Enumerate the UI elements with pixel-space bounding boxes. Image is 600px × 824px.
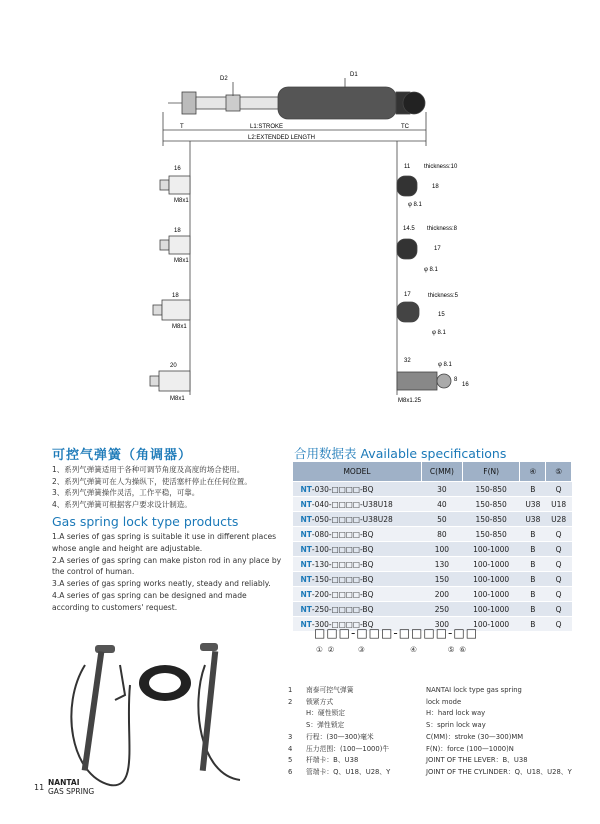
cell-c: 130 (422, 557, 463, 572)
end3-height: 15 (438, 312, 445, 318)
label-l2: L2:EXTENDED LENGTH (248, 135, 316, 141)
label-d1: D1 (350, 72, 358, 78)
end1-hole: φ 8.1 (408, 202, 422, 208)
legend-en: NANTAI lock type gas spring (426, 686, 522, 694)
cell-5: Q (546, 557, 572, 572)
legend-cn: 管端卡：Q、U18、U28、Y (306, 767, 391, 776)
dim-18a: 18 (174, 228, 181, 234)
cylinder-end-eye (403, 92, 425, 114)
cell-c: 250 (422, 602, 463, 617)
spec-row (293, 602, 572, 617)
end4-a: 8 (454, 377, 458, 383)
cn-list (52, 464, 282, 510)
spec-table (292, 461, 572, 632)
cell-model (293, 527, 422, 542)
col-5: ⑤ (546, 462, 572, 482)
end2-hole: φ 8.1 (424, 267, 438, 273)
cell-5: U28 (546, 512, 572, 527)
end1-width: 11 (404, 164, 411, 170)
model-code: -030-□□□□-BQ (311, 484, 374, 494)
cell-4: B (520, 482, 546, 497)
cell-f: 100-1000 (462, 557, 520, 572)
col-c: C(MM) (422, 462, 463, 482)
legend-cn: 压力范围：(100—1000)牛 (306, 744, 390, 753)
end4-hole: φ 8.1 (438, 362, 452, 368)
end3-width: 17 (404, 292, 411, 298)
thread-1: M8x1 (174, 198, 189, 204)
col-model: MODEL (293, 462, 422, 482)
cell-4: B (520, 572, 546, 587)
code-legend (288, 685, 578, 779)
dim-18b: 18 (172, 293, 179, 299)
model-code: -200-□□□□-BQ (311, 589, 374, 599)
spec-row (293, 587, 572, 602)
page-number: 11 (34, 783, 45, 792)
model-prefix: NT (300, 619, 312, 629)
cell-4: B (520, 542, 546, 557)
cell-f: 100-1000 (462, 617, 520, 632)
end4-b: 16 (462, 382, 469, 388)
end4-thread: M8x1.25 (398, 398, 422, 404)
legend-row (288, 744, 578, 756)
cell-5: U18 (546, 497, 572, 512)
cell-f: 150-850 (462, 512, 520, 527)
cell-4: U38 (520, 497, 546, 512)
spec-row (293, 512, 572, 527)
cell-f: 100-1000 (462, 572, 520, 587)
cell-c: 80 (422, 527, 463, 542)
legend-row (288, 720, 578, 732)
cell-c: 200 (422, 587, 463, 602)
model-prefix: NT (300, 529, 312, 539)
en-item: 1.A series of gas spring is suitable it use in different places whose angle and height are adjustable. (52, 532, 277, 553)
cell-model (293, 482, 422, 497)
legend-cn: S：弹性锁定 (306, 721, 345, 730)
model-prefix: NT (300, 604, 312, 614)
legend-en: F(N)：force (100—1000)N (426, 744, 514, 753)
dim-20: 20 (170, 363, 177, 369)
label-t: T (180, 124, 184, 130)
model-code: -300-□□□□-BQ (311, 619, 374, 629)
dim-16: 16 (174, 166, 181, 172)
legend-num: 6 (288, 767, 293, 776)
legend-en: C(MM)：stroke (30—300)MM (426, 732, 524, 741)
model-code: -150-□□□□-BQ (311, 574, 374, 584)
legend-row (288, 697, 578, 709)
model-code: -130-□□□□-BQ (311, 559, 374, 569)
model-code-pattern: □□□-□□□-□□□□-□□ (314, 626, 479, 640)
cell-5: Q (546, 587, 572, 602)
cell-c: 100 (422, 542, 463, 557)
end3-thickness: thickness:5 (428, 293, 459, 299)
legend-cn: 南泰可控气弹簧 (306, 686, 354, 694)
cn-item: 1、系列气弹簧适用于各种可调节角度及高度的场合使用。 (52, 465, 245, 474)
spec-title: 合用数据表 Available specifications (294, 446, 507, 461)
model-prefix: NT (300, 484, 312, 494)
cell-5: Q (546, 602, 572, 617)
cn-title: 可控气弹簧（角调器） (52, 448, 193, 463)
label-tc: TC (401, 124, 409, 130)
cell-model (293, 557, 422, 572)
cell-f: 150-850 (462, 482, 520, 497)
legend-row (288, 732, 578, 744)
legend-en: S：sprin lock way (426, 721, 486, 730)
en-item: 2.A series of gas spring can make piston rod in any place by the control of human. (52, 555, 282, 577)
thread-4: M8x1 (170, 396, 185, 402)
rod-end-nut (182, 92, 196, 114)
end2-height: 17 (434, 246, 441, 252)
model-code: -080-□□□□-BQ (311, 529, 374, 539)
cell-c: 300 (422, 617, 463, 632)
model-code: -100-□□□□-BQ (311, 544, 374, 554)
spec-row (293, 572, 572, 587)
end2-width: 14.5 (403, 226, 415, 232)
legend-num: 1 (288, 686, 293, 694)
cn-item: 2、系列气弹簧可在人为操纵下，使活塞杆停止在任何位置。 (52, 476, 252, 486)
end4-width: 32 (404, 358, 411, 364)
cell-model (293, 572, 422, 587)
thread-2: M8x1 (174, 258, 189, 264)
legend-en: JOINT OF THE LEVER：B、U38 (426, 756, 528, 765)
cell-4: B (520, 557, 546, 572)
end1-thickness: thickness:10 (424, 164, 458, 170)
model-code-numbers: ① ② ③ ④ ⑤ ⑥ (316, 645, 467, 654)
col-4: ④ (520, 462, 546, 482)
legend-num (288, 720, 306, 732)
cell-4: B (520, 587, 546, 602)
model-prefix: NT (300, 499, 312, 509)
cell-model (293, 542, 422, 557)
cn-item: 4、系列气弹簧可根据客户要求设计制造。 (52, 499, 192, 509)
cell-4: U38 (520, 512, 546, 527)
model-prefix: NT (300, 544, 312, 554)
model-code: -250-□□□□-BQ (311, 604, 374, 614)
cell-5: Q (546, 527, 572, 542)
cylinder-body (278, 87, 396, 119)
cell-c: 30 (422, 482, 463, 497)
legend-en: H：hard lock way (426, 709, 486, 718)
cell-c: 40 (422, 497, 463, 512)
legend-row (288, 755, 578, 767)
cn-item: 3、系列气弹簧操作灵活，工作平稳，可靠。 (52, 488, 200, 498)
cell-5: Q (546, 542, 572, 557)
model-prefix: NT (300, 589, 312, 599)
cell-f: 150-850 (462, 497, 520, 512)
spec-row (293, 542, 572, 557)
model-prefix: NT (300, 514, 312, 524)
brand-name: NANTAI (48, 778, 80, 787)
legend-en: JOINT OF THE CYLINDER：Q、U18、U28、Y (426, 767, 572, 776)
cell-4: B (520, 617, 546, 632)
en-item: 3.A series of gas spring works neatly, steady and reliably. (52, 579, 271, 589)
en-item: 4.A series of gas spring can be designed and made according to customers' request. (52, 590, 247, 612)
label-d2: D2 (220, 76, 228, 82)
label-l1: L1:STROKE (250, 124, 284, 130)
cell-4: B (520, 602, 546, 617)
legend-en: lock mode (426, 697, 462, 706)
end3-hole: φ 8.1 (432, 330, 446, 336)
cell-model (293, 512, 422, 527)
en-list (52, 531, 284, 614)
legend-cn: 行程：(30—300)毫米 (306, 732, 374, 741)
col-f: F(N) (462, 462, 520, 482)
cell-c: 50 (422, 512, 463, 527)
cell-f: 100-1000 (462, 602, 520, 617)
cell-f: 150-850 (462, 527, 520, 542)
model-prefix: NT (300, 574, 312, 584)
legend-num: 3 (288, 732, 293, 741)
cell-f: 100-1000 (462, 542, 520, 557)
cell-model (293, 587, 422, 602)
legend-cn: 杆端卡：B、U38 (306, 756, 359, 765)
spec-row (293, 497, 572, 512)
legend-num (288, 708, 306, 720)
legend-num: 5 (288, 756, 293, 765)
end1-height: 18 (432, 184, 439, 190)
end2-thickness: thickness:8 (427, 226, 458, 232)
legend-num: 4 (288, 744, 293, 753)
cell-5: Q (546, 572, 572, 587)
spec-row (293, 557, 572, 572)
cell-5: Q (546, 482, 572, 497)
spec-row (293, 527, 572, 542)
cell-model (293, 602, 422, 617)
legend-cn: H：硬性锁定 (306, 709, 346, 718)
legend-row (288, 685, 578, 697)
model-code: -050-□□□□-U38U28 (311, 514, 393, 524)
en-title: Gas spring lock type products (52, 514, 239, 529)
legend-cn: 锁紧方式 (306, 697, 334, 706)
legend-row (288, 767, 578, 779)
legend-row (288, 708, 578, 720)
brand-subtitle: GAS SPRING (48, 787, 95, 796)
legend-num: 2 (288, 697, 293, 706)
model-prefix: NT (300, 559, 312, 569)
cell-model (293, 497, 422, 512)
cell-f: 100-1000 (462, 587, 520, 602)
spec-row (293, 482, 572, 497)
model-code: -040-□□□□-U38U18 (311, 499, 393, 509)
cell-5: Q (546, 617, 572, 632)
cell-4: B (520, 527, 546, 542)
cell-c: 150 (422, 572, 463, 587)
thread-3: M8x1 (172, 324, 187, 330)
footer-brand (48, 778, 94, 796)
